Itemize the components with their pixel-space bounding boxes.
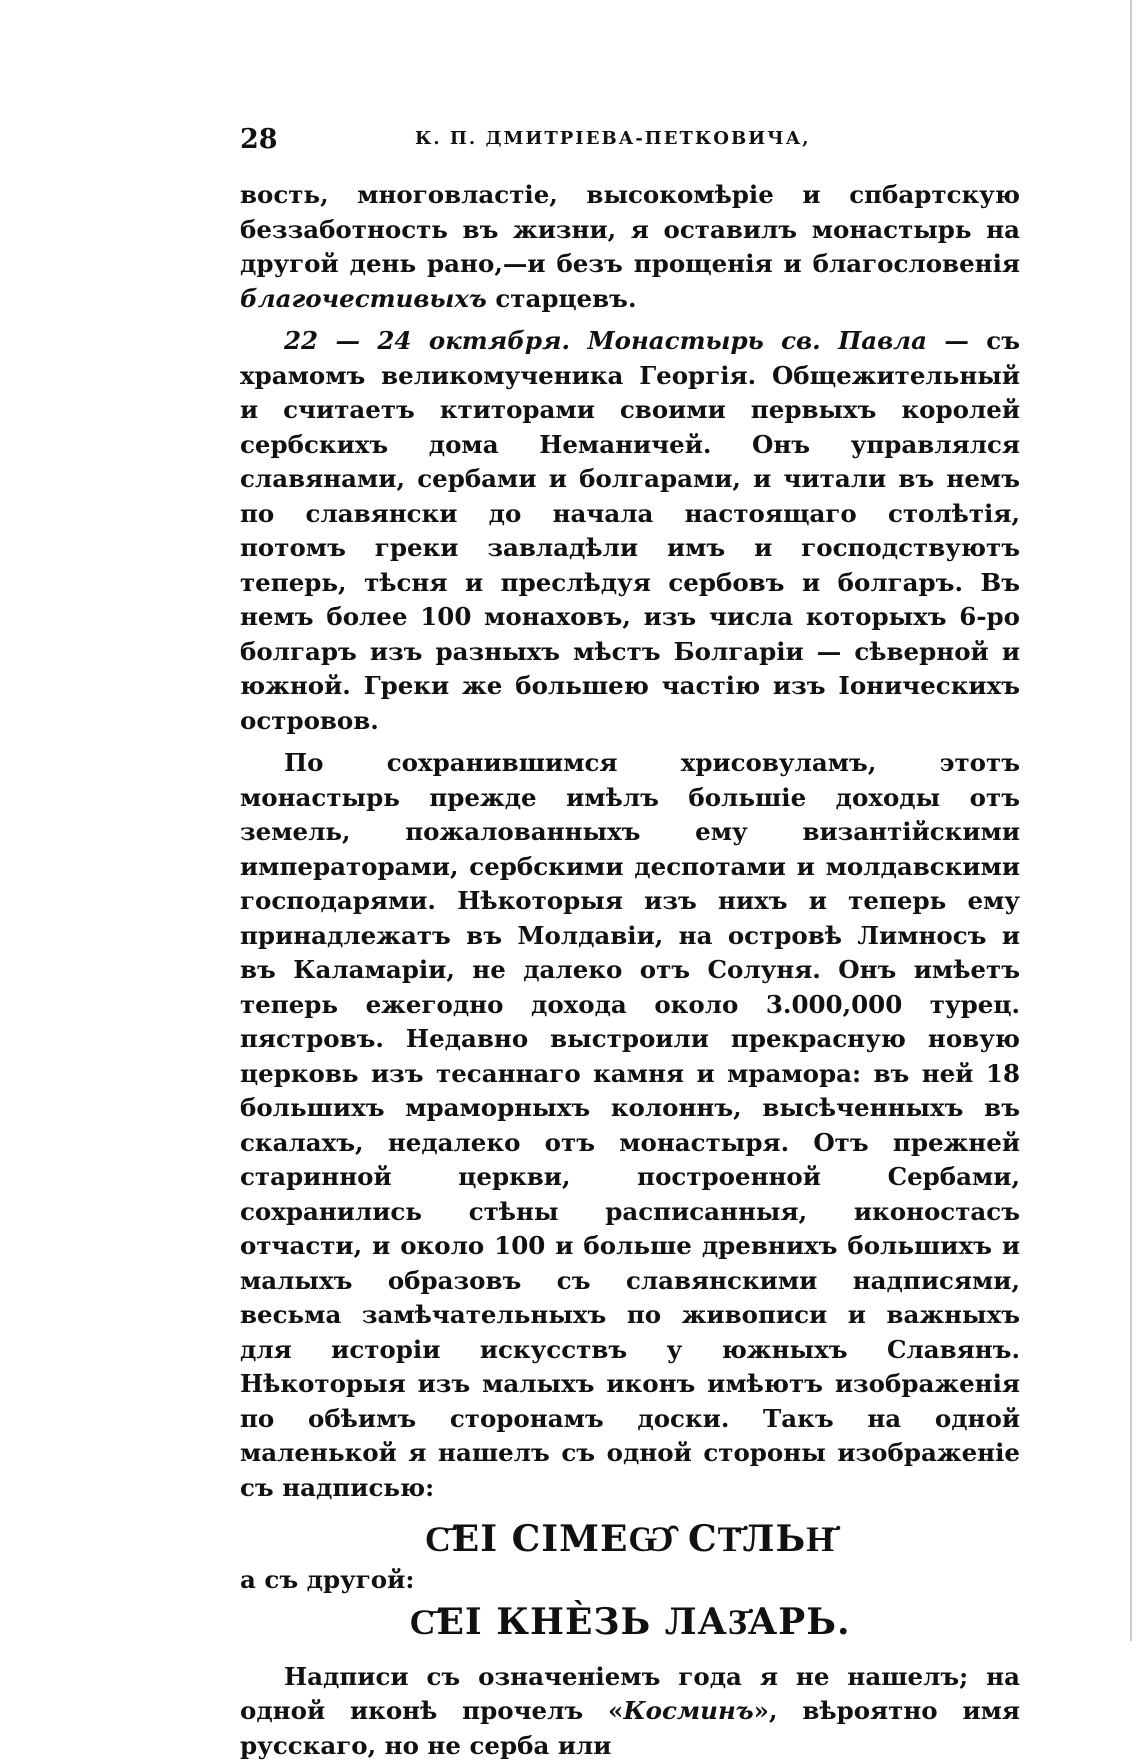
inscription-lazar: С҃ЕІ КНЀЗЬ ЛАЗ҃АРЬ. <box>240 1598 1020 1646</box>
paragraph-1 <box>240 178 1020 316</box>
paragraph-3-text: По сохранившимся хрисовуламъ, этотъ монастырь прежде имѣлъ большіе доходы отъ земель, пожалованныхъ ему византійскими императорами, сербскими деспотами и молдавскими господарями. Нѣкоторыя изъ нихъ и теперь ему принадлежатъ въ Молдавіи, на островѣ Лимносъ и въ Каламаріи, не далеко отъ Солуня. Онъ имѣетъ теперь ежегодно дохода около 3.000,000 турец. пястровъ. Недавно выстроили прекрасную новую церковь изъ тесаннаго камня и мрамора: въ ней 18 большихъ мраморныхъ колоннъ, высѣченныхъ въ скалахъ, недалеко отъ монастыря. Отъ прежней старинной церкви, построенной Сербами, сохранились стѣны расписанныя, иконостасъ отчасти, и около 100 и больше древнихъ большихъ и малыхъ образовъ съ славянскими надписями, весьма замѣчательныхъ по живописи и важныхъ для исторіи искусствъ у южныхъ Славянъ. Нѣкоторыя изъ малыхъ иконъ имѣютъ изображенія по обѣимъ сторонамъ доски. Такъ на одной маленькой я нашелъ съ одной стороны изображеніе съ надписью: <box>240 748 1020 1502</box>
paragraph-3 <box>240 746 1020 1505</box>
final-paragraph-text: Надписи съ означеніемъ года я не нашелъ; на одной иконѣ прочелъ « <box>240 1662 1020 1726</box>
final-paragraph-tail: », вѣроятно имя русскаго, но не серба или <box>240 1696 1020 1760</box>
running-head: К. П. ДМИТРІЕВА-ПЕТКОВИЧА, <box>415 128 811 149</box>
paragraph-1-tail: старцевъ. <box>487 284 637 313</box>
body-text <box>240 178 1020 1763</box>
monastery-name: Монастырь св. Павла <box>587 326 927 355</box>
entry-date: 22 — 24 октября. <box>284 326 570 355</box>
page-header <box>240 120 1020 160</box>
other-side-label: а съ другой: <box>240 1563 1020 1598</box>
paragraph-1-italic: благочестивыхъ <box>240 284 487 313</box>
final-paragraph-italic: Косминъ <box>623 1696 753 1725</box>
final-paragraph <box>240 1660 1020 1763</box>
page-number: 28 <box>240 124 278 155</box>
paragraph-2 <box>240 324 1020 738</box>
page-edge-line <box>1130 0 1132 1641</box>
inscription-simeon: С҃ЕІ СІМЕѠ̑ СТ҃ЛЬН҃ <box>240 1515 1020 1563</box>
paragraph-1-text: вость, многовластіе, высокомѣріе и спбартскую беззаботность въ жизни, я оставилъ монастырь на другой день рано,—и безъ прощенія и благословенія <box>240 180 1020 278</box>
paragraph-2-text: — съ храмомъ великомученика Георгія. Общежительный и считаетъ ктиторами своими первыхъ королей сербскихъ дома Неманичей. Онъ управлялся славянами, сербами и болгарами, и читали въ немъ по славянски до начала настоящаго столѣтія, потомъ греки завладѣли имъ и господствуютъ теперь, тѣсня и преслѣдуя сербовъ и болгаръ. Въ немъ более 100 монаховъ, изъ числа которыхъ 6-ро болгаръ изъ разныхъ мѣстъ Болгаріи — сѣверной и южной. Греки же большею частію изъ Іоническихъ островов. <box>240 326 1020 735</box>
